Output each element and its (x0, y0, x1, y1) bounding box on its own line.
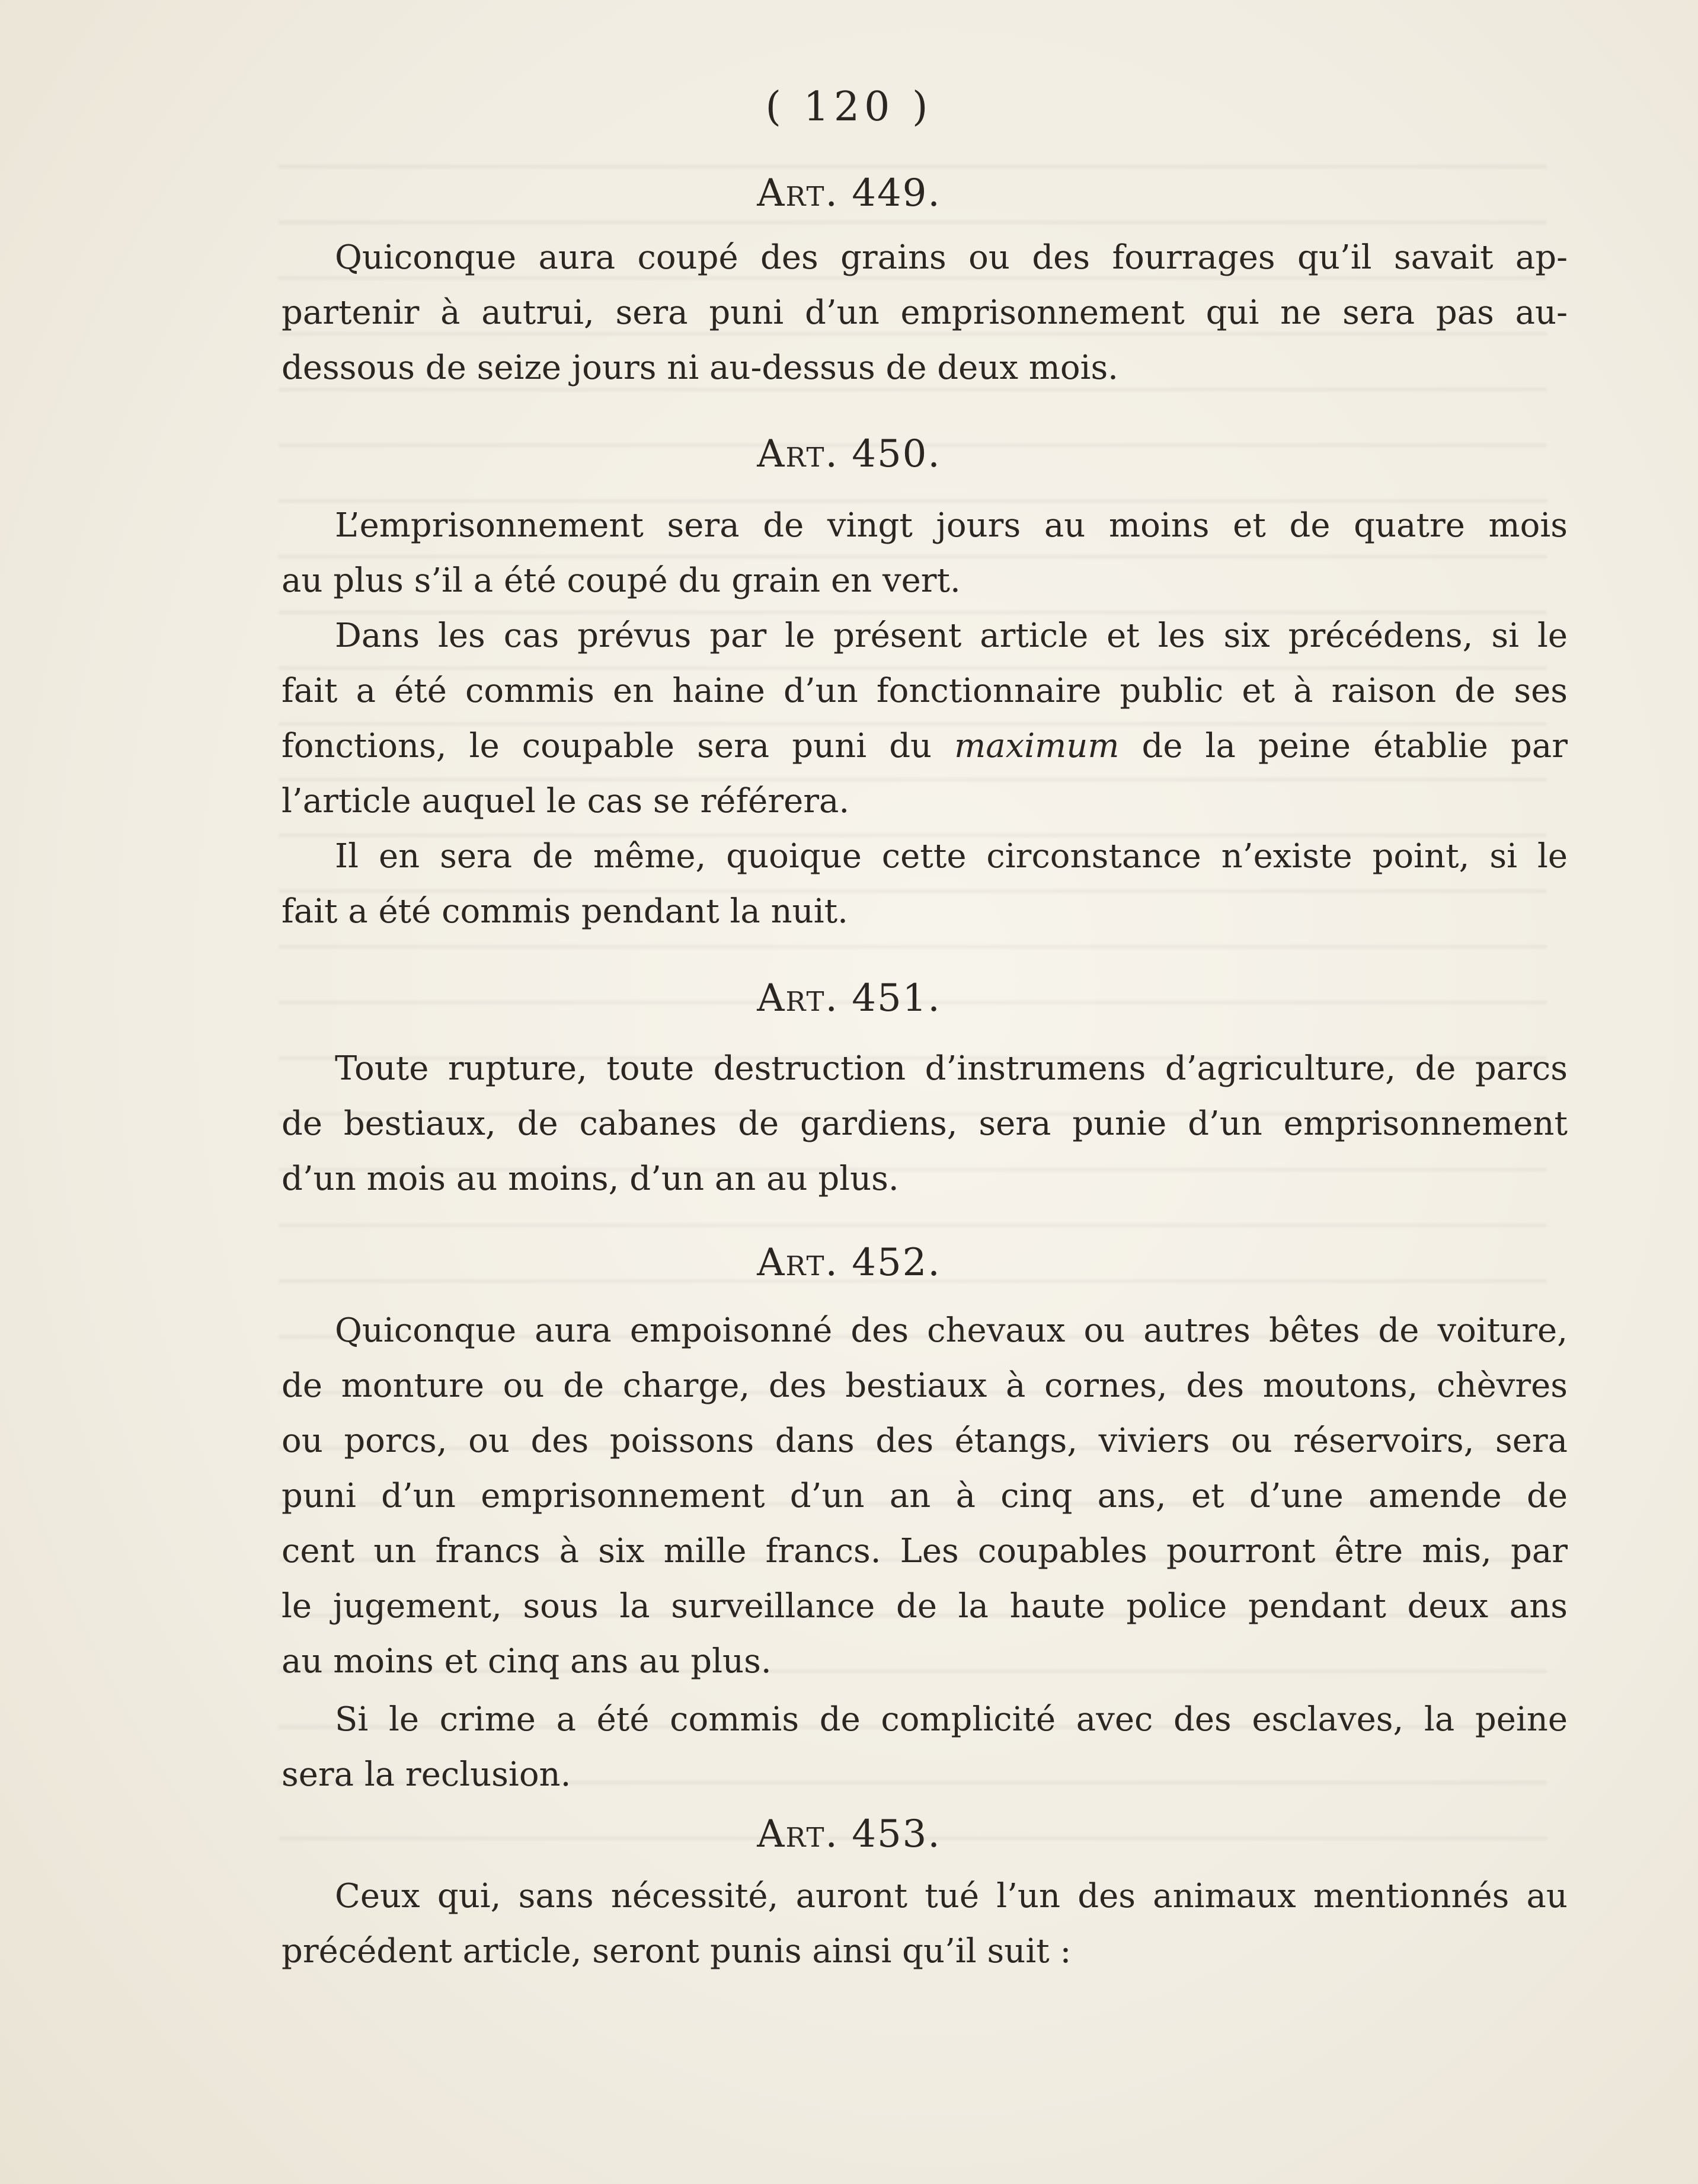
article-449-line-1: Quiconque aura coupé des grains ou des fourrages qu’il savait ap- (335, 238, 1568, 277)
article-450-line-8: fait a été commis pendant la nuit. (282, 892, 848, 931)
article-450-line-5: fonctions, le coupable sera puni du maximum de la peine établie par (282, 727, 1568, 765)
article-450-line-4: fait a été commis en haine d’un fonctionnaire public et à raison de ses (282, 672, 1568, 710)
article-450-line-2: au plus s’il a été coupé du grain en vert. (282, 561, 961, 600)
article-452-line-6: le jugement, sous la surveillance de la haute police pendant deux ans (282, 1587, 1568, 1626)
article-heading-449: Art. 449. (757, 171, 941, 215)
article-451-line-2: de bestiaux, de cabanes de gardiens, sera punie d’un emprisonnement (282, 1104, 1568, 1143)
article-453-line-1: Ceux qui, sans nécessité, auront tué l’un des animaux mentionnés au (335, 1877, 1568, 1915)
article-452-line-3: ou porcs, ou des poissons dans des étangs, viviers ou réservoirs, sera (282, 1422, 1568, 1460)
article-452-line-5: cent un francs à six mille francs. Les coupables pourront être mis, par (282, 1532, 1568, 1570)
article-450-line-7: Il en sera de même, quoique cette circonstance n’existe point, si le (335, 837, 1568, 876)
page-number: ( 120 ) (765, 84, 933, 130)
article-heading-450: Art. 450. (757, 432, 941, 476)
article-452-line-8: Si le crime a été commis de complicité avec des esclaves, la peine (335, 1700, 1568, 1739)
article-450-line-3: Dans les cas prévus par le présent article et les six précédens, si le (335, 617, 1568, 655)
article-452-line-1: Quiconque aura empoisonné des chevaux ou autres bêtes de voiture, (335, 1311, 1568, 1350)
article-452-line-4: puni d’un emprisonnement d’un an à cinq ans, et d’une amende de (282, 1477, 1568, 1515)
article-heading-451: Art. 451. (757, 976, 941, 1020)
article-450-line-1: L’emprisonnement sera de vingt jours au moins et de quatre mois (335, 506, 1568, 545)
article-452-line-9: sera la reclusion. (282, 1755, 571, 1794)
article-449-line-3: dessous de seize jours ni au-dessus de deux mois. (282, 349, 1118, 387)
article-452-line-7: au moins et cinq ans au plus. (282, 1642, 772, 1681)
article-453-line-2: précédent article, seront punis ainsi qu’il suit : (282, 1932, 1072, 1971)
article-451-line-3: d’un mois au moins, d’un an au plus. (282, 1160, 899, 1198)
article-450-line-6: l’article auquel le cas se référera. (282, 782, 850, 820)
article-451-line-1: Toute rupture, toute destruction d’instrumens d’agriculture, de parcs (335, 1049, 1568, 1088)
article-449-line-2: partenir à autrui, sera puni d’un emprisonnement qui ne sera pas au- (282, 293, 1568, 332)
article-452-line-2: de monture ou de charge, des bestiaux à cornes, des moutons, chèvres (282, 1366, 1568, 1405)
article-heading-452: Art. 452. (757, 1241, 941, 1285)
article-heading-453: Art. 453. (757, 1812, 941, 1856)
